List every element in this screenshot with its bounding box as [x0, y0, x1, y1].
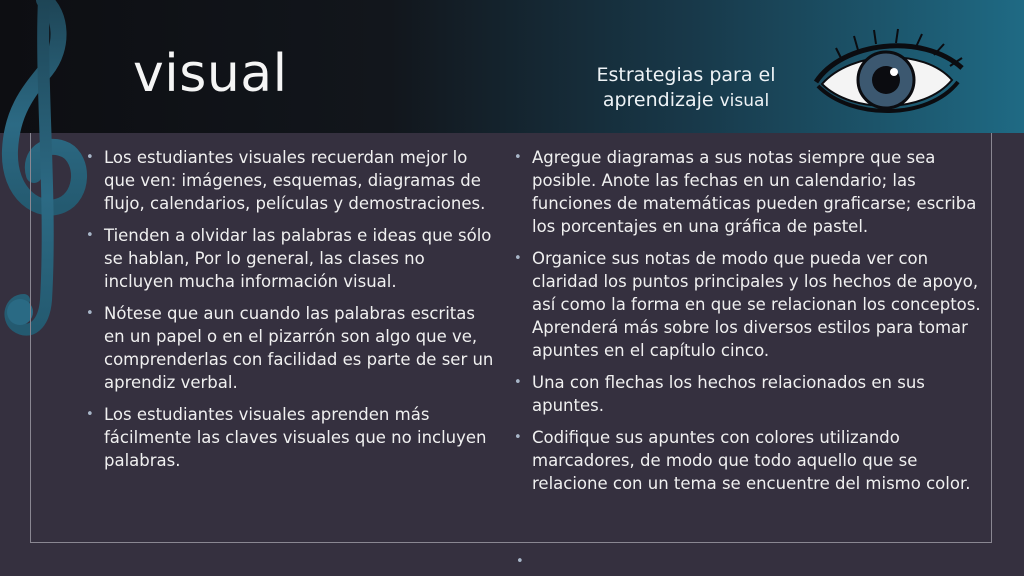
slide-title: visual: [133, 44, 288, 104]
bullet-icon: •: [514, 375, 522, 390]
list-item: [86, 302, 498, 394]
bullet-icon: •: [514, 430, 522, 445]
eye-icon: [812, 24, 966, 126]
bullet-icon: •: [514, 150, 522, 165]
subtitle-line-2-small: visual: [719, 91, 770, 111]
subtitle-line-2: [570, 88, 802, 114]
list-item-text: Agregue diagramas a sus notas siempre que sea posible. Anote las fechas en un calendario; las funciones de matemáticas pueden graficarse; escriba los porcentajes en una gráfica de pastel.: [532, 148, 977, 236]
list-item-text: Una con flechas los hechos relacionados en sus apuntes.: [532, 373, 925, 415]
list-item: [514, 371, 992, 417]
list-item-text: Los estudiantes visuales aprenden más fácilmente las claves visuales que no incluyen palabras.: [104, 405, 487, 470]
list-item: [86, 146, 498, 215]
list-item: [514, 146, 992, 238]
bullet-icon: •: [86, 407, 94, 422]
bullet-icon: •: [86, 150, 94, 165]
list-item-text: Los estudiantes visuales recuerdan mejor lo que ven: imágenes, esquemas, diagramas de flujo, calendarios, películas y demostraciones.: [104, 148, 486, 213]
list-item: [514, 426, 992, 495]
slide-subtitle: [570, 63, 802, 114]
right-bullet-list: [514, 146, 992, 495]
subtitle-line-2-main: aprendizaje: [602, 89, 714, 111]
list-item-text: Codifique sus apuntes con colores utilizando marcadores, de modo que todo aquello que se relacione con un tema se encuentre del mismo color.: [532, 428, 971, 493]
right-column: [514, 146, 992, 504]
list-item-text: Nótese que aun cuando las palabras escritas en un papel o en el pizarrón son algo que ve, comprenderlas con facilidad es parte de ser un aprendiz verbal.: [104, 304, 494, 392]
subtitle-line-1: Estrategias para el: [596, 64, 776, 86]
bullet-icon: •: [86, 306, 94, 321]
list-item-text: Tienden a olvidar las palabras e ideas que sólo se hablan, Por lo general, las clases no incluyen mucha información visual.: [104, 226, 492, 291]
bullet-icon: •: [86, 228, 94, 243]
list-item: [514, 247, 992, 362]
empty-bullet-icon: •: [516, 554, 524, 569]
left-bullet-list: [86, 146, 498, 472]
list-item: [86, 403, 498, 472]
list-item-text: Organice sus notas de modo que pueda ver con claridad los puntos principales y los hechos de apoyo, así como la forma en que se relacionan los conceptos. Aprenderá más sobre los diversos estilos para tomar apuntes en el capítulo cinco.: [532, 249, 981, 360]
left-column: [86, 146, 498, 481]
bullet-icon: •: [514, 251, 522, 266]
list-item: [86, 224, 498, 293]
